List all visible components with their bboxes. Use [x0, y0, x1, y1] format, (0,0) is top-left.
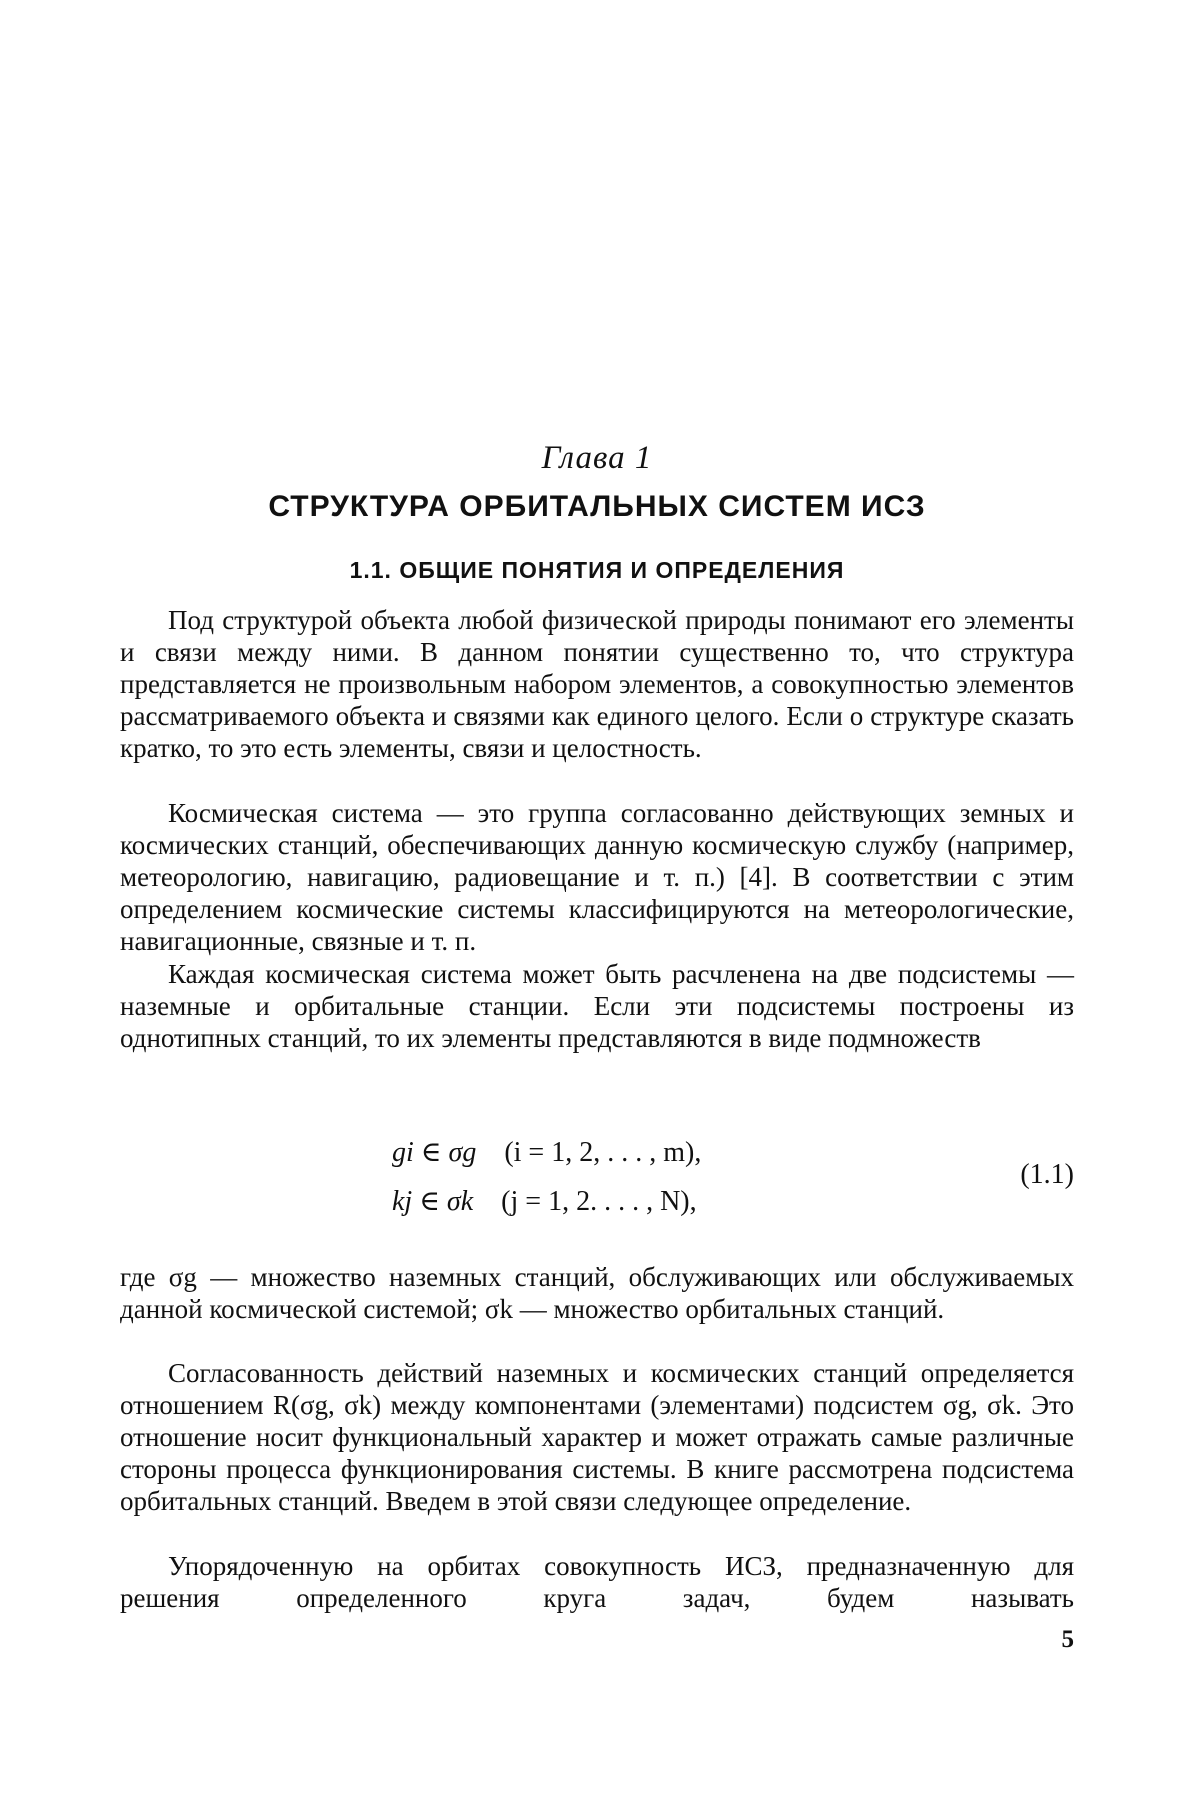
document-page	[120, 0, 1074, 1807]
paragraph-2: Космическая система — это группа согласованно действующих земных и космических станций, обеспечивающих данную космическую службу (например, метеорологию, навигацию, радиовещание и т. п.) [4]. В соответствии с этим определением космические системы классифицируются на метеорологические, навигационные, связные и т. п.	[120, 798, 1074, 957]
paragraph-3: Каждая космическая система может быть расчленена на две подсистемы — наземные и орбитальные станции. Если эти подсистемы построены из однотипных станций, то их элементы представляются в виде подмножеств	[120, 959, 1074, 1054]
section-title: 1.1. ОБЩИЕ ПОНЯТИЯ И ОПРЕДЕЛЕНИЯ	[349, 557, 845, 583]
formula-number: (1.1)	[1020, 1159, 1074, 1190]
page-number: 5	[1061, 1626, 1074, 1653]
formula-line-1-left: gi ∈ σg	[392, 1137, 477, 1168]
formula-1-1	[120, 1135, 1074, 1235]
formula-line-2-right: (j = 1, 2. . . . , N),	[501, 1186, 697, 1217]
paragraph-4: где σg — множество наземных станций, обслуживающих или обслуживаемых данной космической системой; σk — множество орбитальных станций.	[120, 1262, 1074, 1325]
paragraph-6: Упорядоченную на орбитах совокупность ИСЗ, предназначенную для решения определенного круга задач, будем называть	[120, 1551, 1074, 1614]
formula-line-1-right: (i = 1, 2, . . . , m),	[504, 1137, 702, 1168]
paragraph-1: Под структурой объекта любой физической природы понимают его элементы и связи между ними. В данном понятии существенно то, что структура представляется не произвольным набором элементов, а совокупностью элементов рассматриваемого объекта и связями как единого целого. Если о структуре сказать кратко, то это есть элементы, связи и целостность.	[120, 605, 1074, 764]
formula-line-1	[392, 1135, 701, 1169]
chapter-label: Глава 1	[541, 440, 653, 476]
paragraph-5: Согласованность действий наземных и космических станций определяется отношением R(σg, σk) между компонентами (элементами) подсистем σg, σk. Это отношение носит функциональный характер и может отражать самые различные стороны процесса функционирования системы. В книге рассмотрена подсистема орбитальных станций. Введем в этой связи следующее определение.	[120, 1358, 1074, 1517]
formula-line-2-left: kj ∈ σk	[392, 1186, 474, 1217]
formula-line-2	[392, 1184, 697, 1218]
chapter-title: СТРУКТУРА ОРБИТАЛЬНЫХ СИСТЕМ ИСЗ	[268, 490, 926, 523]
